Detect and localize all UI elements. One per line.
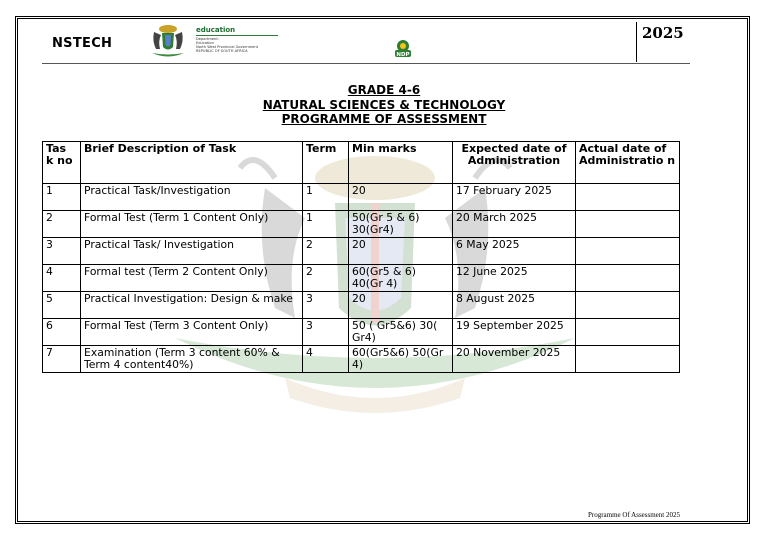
cell-expected-date: 20 November 2025 [453,346,576,373]
cell-term: 3 [303,292,349,319]
cell-expected-date: 19 September 2025 [453,319,576,346]
education-logo-line: Education [196,41,214,45]
cell-actual-date [576,319,680,346]
title-grade: GRADE 4-6 [347,83,421,97]
cell-description: Formal Test (Term 1 Content Only) [81,211,303,238]
cell-actual-date [576,211,680,238]
company-name: NSTECH [52,36,113,51]
cell-actual-date [576,265,680,292]
cell-expected-date: 6 May 2025 [453,238,576,265]
table-row [43,211,680,238]
ndp-logo-icon [392,38,414,60]
education-logo-line: North West Provincial Government [196,45,259,49]
column-header-task-no: Tas k no [43,142,81,184]
column-header-term: Term [303,142,349,184]
cell-term: 3 [303,319,349,346]
cell-actual-date [576,184,680,211]
cell-task-no: 3 [43,238,81,265]
title-subject: NATURAL SCIENCES & TECHNOLOGY [262,97,506,112]
column-header-actual-date: Actual date of Administratio n [576,142,680,184]
cell-description: Formal test (Term 2 Content Only) [81,265,303,292]
column-header-min-marks: Min marks [349,142,453,184]
document-titles [0,83,768,127]
cell-term: 2 [303,238,349,265]
cell-task-no: 6 [43,319,81,346]
cell-min-marks: 20 [349,184,453,211]
page-footer: Programme Of Assessment 2025 [588,511,680,519]
education-logo-line: Department: [196,37,219,41]
cell-task-no: 4 [43,265,81,292]
cell-actual-date [576,292,680,319]
cell-min-marks: 20 [349,292,453,319]
table-header-row [43,142,680,184]
cell-min-marks: 50 ( Gr5&6) 30( Gr4) [349,319,453,346]
cell-task-no: 7 [43,346,81,373]
cell-term: 1 [303,211,349,238]
education-department-logo [196,26,286,53]
cell-term: 2 [303,265,349,292]
header-year: 2025 [642,24,684,42]
table-row [43,184,680,211]
cell-description: Examination (Term 3 content 60% & Term 4 content40%) [81,346,303,373]
cell-description: Practical Task/ Investigation [81,238,303,265]
cell-expected-date: 20 March 2025 [453,211,576,238]
table-row [43,319,680,346]
education-logo-line: REPUBLIC OF SOUTH AFRICA [196,49,248,53]
assessment-table [42,141,680,373]
cell-min-marks: 60(Gr5 & 6) 40(Gr 4) [349,265,453,292]
cell-task-no: 2 [43,211,81,238]
cell-min-marks: 50(Gr 5 & 6) 30(Gr4) [349,211,453,238]
cell-actual-date [576,346,680,373]
ndp-logo-text: NDP [396,52,410,58]
cell-expected-date: 8 August 2025 [453,292,576,319]
cell-expected-date: 12 June 2025 [453,265,576,292]
education-logo-title: education [196,26,236,34]
cell-description: Formal Test (Term 3 Content Only) [81,319,303,346]
header-divider [636,22,637,62]
cell-task-no: 1 [43,184,81,211]
cell-term: 1 [303,184,349,211]
page-header [42,22,690,64]
cell-description: Practical Task/Investigation [81,184,303,211]
cell-description: Practical Investigation: Design & make [81,292,303,319]
cell-term: 4 [303,346,349,373]
table-row [43,238,680,265]
cell-task-no: 5 [43,292,81,319]
title-programme: PROGRAMME OF ASSESSMENT [281,112,487,126]
cell-actual-date [576,238,680,265]
header-rule [42,63,690,64]
column-header-description: Brief Description of Task [81,142,303,184]
table-row [43,265,680,292]
cell-min-marks: 20 [349,238,453,265]
cell-expected-date: 17 February 2025 [453,184,576,211]
cell-min-marks: 60(Gr5&6) 50(Gr 4) [349,346,453,373]
table-row [43,292,680,319]
coat-of-arms-icon [148,23,188,59]
table-row [43,346,680,373]
column-header-expected-date: Expected date of Administration [453,142,576,184]
